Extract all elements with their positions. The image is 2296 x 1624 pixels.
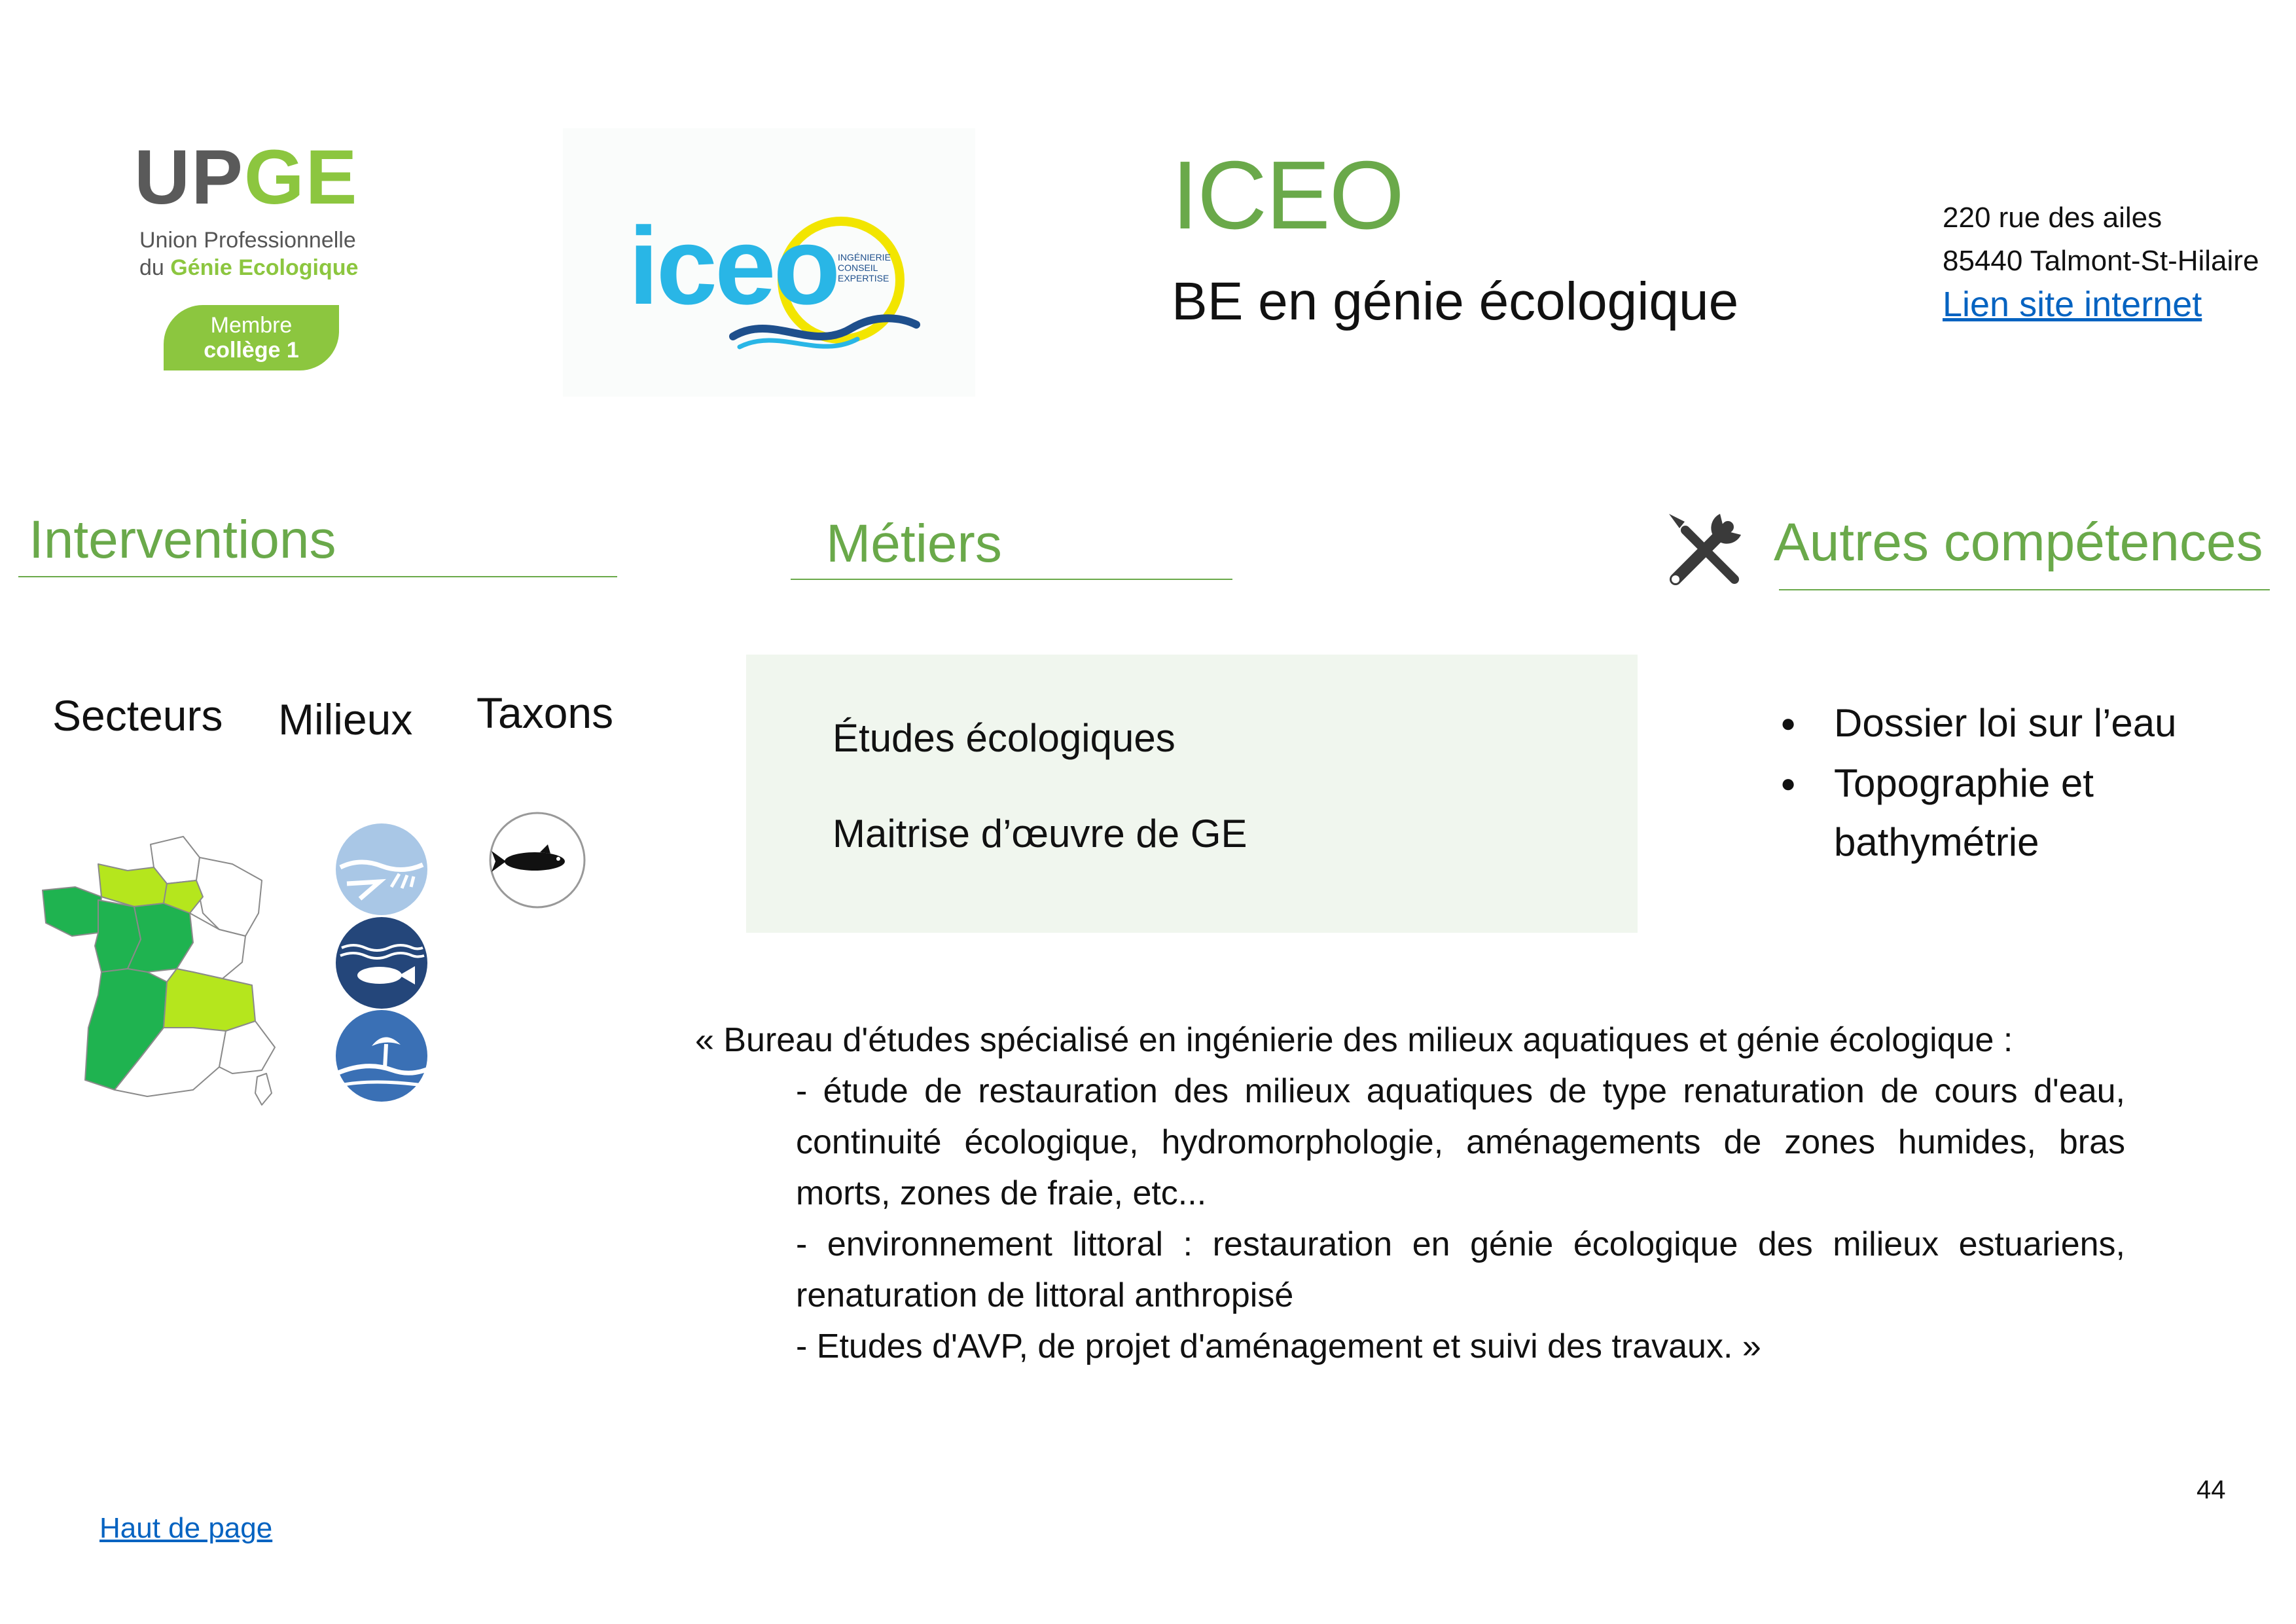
region-bretagne xyxy=(43,887,101,936)
company-description xyxy=(695,1015,2125,1372)
autres-competences-title: Autres compétences xyxy=(1774,513,2263,572)
coastal-icon xyxy=(334,1008,429,1104)
interventions-underline xyxy=(18,576,617,577)
upge-logo-line2 xyxy=(139,254,358,281)
region-corse xyxy=(255,1074,272,1105)
description-item: - environnement littoral : restauration en génie écologique des milieux estuariens, renaturation de littoral anthropisé xyxy=(796,1225,2125,1314)
metier-item: Maitrise d’œuvre de GE xyxy=(833,812,1247,856)
address-city: 85440 Talmont-St-Hilaire xyxy=(1943,245,2259,277)
company-address xyxy=(1943,196,2259,326)
france-regions-map xyxy=(36,831,278,1106)
upge-logo-line2-prefix: du xyxy=(139,255,171,280)
taxons-label: Taxons xyxy=(476,689,614,737)
upge-badge-line2: collège 1 xyxy=(204,338,299,363)
upge-logo-line2-highlight: Génie Ecologique xyxy=(170,255,359,280)
upge-logo-ge: GE xyxy=(243,134,359,221)
autres-competences-underline xyxy=(1779,589,2270,590)
page-number: 44 xyxy=(2197,1475,2226,1504)
upge-logo-subtitle xyxy=(139,226,358,281)
interventions-title: Interventions xyxy=(29,510,336,569)
description-intro: « Bureau d'études spécialisé en ingénierie des milieux aquatiques et génie écologique : xyxy=(695,1021,2013,1059)
freshwater-fish-icon xyxy=(334,915,429,1011)
tools-icon xyxy=(1662,507,1748,592)
iceo-logo-tagline-1: INGÉNIERIE xyxy=(838,252,891,262)
fish-icon xyxy=(488,810,587,910)
upge-logo-line1: Union Professionnelle xyxy=(139,228,356,253)
secteurs-label: Secteurs xyxy=(52,691,223,740)
description-item: - Etudes d'AVP, de projet d'aménagement et suivi des travaux. » xyxy=(796,1327,1761,1365)
upge-logo-title xyxy=(134,134,359,221)
address-street: 220 rue des ailes xyxy=(1943,202,2162,234)
iceo-logo-wordmark: iceo xyxy=(628,204,838,327)
upge-badge-line1: Membre xyxy=(210,313,293,338)
region-normandie xyxy=(98,864,167,907)
competence-item: ● Topographie et bathymétrie xyxy=(1780,754,2292,872)
upge-logo-up: UP xyxy=(134,134,244,221)
metiers-box xyxy=(746,655,1638,933)
company-subtitle: BE en génie écologique xyxy=(1172,272,1739,331)
metiers-underline xyxy=(791,579,1232,580)
milieux-label: Milieux xyxy=(278,695,413,744)
iceo-logo xyxy=(563,128,975,397)
competences-list xyxy=(1780,694,2292,872)
back-to-top-link[interactable]: Haut de page xyxy=(99,1512,273,1544)
upge-member-badge xyxy=(164,305,339,370)
wetland-icon xyxy=(334,821,429,917)
iceo-logo-tagline-2: CONSEIL xyxy=(838,262,878,273)
competence-item: ● Dossier loi sur l’eau xyxy=(1780,694,2292,753)
company-name: ICEO xyxy=(1172,141,1403,249)
website-link[interactable]: Lien site internet xyxy=(1943,285,2202,324)
region-auvergne-rhone-alpes xyxy=(164,969,255,1031)
metier-item: Études écologiques xyxy=(833,716,1175,760)
metiers-title: Métiers xyxy=(826,514,1002,573)
description-item: - étude de restauration des milieux aquatiques de type renaturation de cours d'eau, continuité écologique, hydromorphologie, aménagements de zones humides, bras morts, zones de fraie, etc... xyxy=(796,1072,2125,1212)
iceo-logo-tagline-3: EXPERTISE xyxy=(838,273,889,283)
